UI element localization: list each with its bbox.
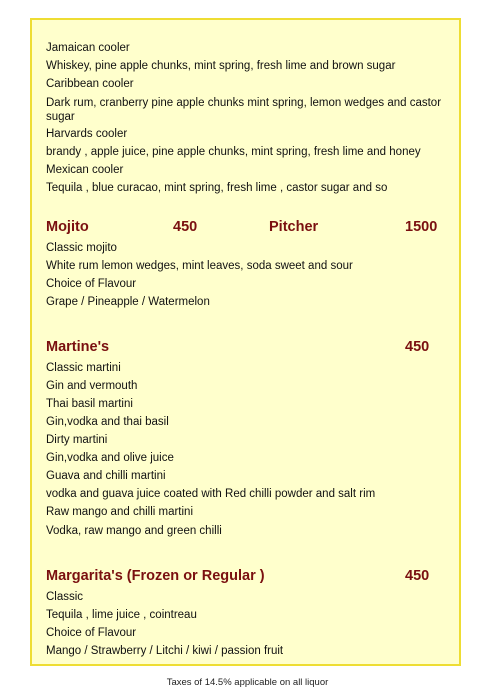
- martini-heading: [46, 339, 446, 357]
- mojito-line: Grape / Pineapple / Watermelon: [46, 296, 210, 308]
- mojito-title: Mojito: [46, 219, 89, 235]
- martini-line: Raw mango and chilli martini: [46, 506, 194, 518]
- martini-title: Martine's: [46, 339, 110, 355]
- mojito-line: Choice of Flavour: [46, 278, 137, 290]
- tax-note: Taxes of 14.5% applicable on all liquor: [166, 677, 329, 688]
- martini-line: Classic martini: [46, 362, 121, 374]
- martini-line: Dirty martini: [46, 434, 108, 446]
- cooler-desc-jamaican: Whiskey, pine apple chunks, mint spring, fresh lime and brown sugar: [46, 60, 396, 72]
- cooler-name-jamaican: Jamaican cooler: [46, 42, 130, 54]
- mojito-price: 450: [173, 219, 198, 235]
- margarita-line: Choice of Flavour: [46, 627, 137, 639]
- martini-line: Guava and chilli martini: [46, 470, 166, 482]
- margarita-title: Margarita's (Frozen or Regular ): [46, 568, 265, 584]
- cooler-name-caribbean: Caribbean cooler: [46, 78, 134, 90]
- martini-line: Vodka, raw mango and green chilli: [46, 525, 222, 537]
- mojito-line: Classic mojito: [46, 242, 117, 254]
- cooler-desc-caribbean: Dark rum, cranberry pine apple chunks mint spring, lemon wedges and castor sugar: [46, 97, 442, 123]
- mojito-line: White rum lemon wedges, mint leaves, soda sweet and sour: [46, 260, 353, 272]
- martini-line: Gin,vodka and olive juice: [46, 452, 174, 464]
- margarita-line: Mango / Strawberry / Litchi / kiwi / passion fruit: [46, 645, 284, 657]
- martini-line: Gin,vodka and thai basil: [46, 416, 169, 428]
- margarita-line: Tequila , lime juice , cointreau: [46, 609, 197, 621]
- martini-price: 450: [405, 339, 430, 355]
- cooler-desc-mexican: Tequila , blue curacao, mint spring, fresh lime , castor sugar and so: [46, 182, 388, 194]
- margarita-heading: [46, 568, 446, 586]
- menu-card: [30, 18, 461, 666]
- mojito-heading: [46, 219, 446, 237]
- margarita-line: Classic: [46, 591, 84, 603]
- cooler-name-mexican: Mexican cooler: [46, 164, 124, 176]
- martini-line: Gin and vermouth: [46, 380, 138, 392]
- margarita-price: 450: [405, 568, 430, 584]
- martini-line: vodka and guava juice coated with Red chilli powder and salt rim: [46, 488, 376, 500]
- mojito-pitcher-label: Pitcher: [269, 219, 319, 235]
- martini-line: Thai basil martini: [46, 398, 133, 410]
- mojito-pitcher-price: 1500: [405, 219, 438, 235]
- cooler-name-harvards: Harvards cooler: [46, 128, 128, 140]
- cooler-desc-harvards: brandy , apple juice, pine apple chunks, mint spring, fresh lime and honey: [46, 146, 421, 158]
